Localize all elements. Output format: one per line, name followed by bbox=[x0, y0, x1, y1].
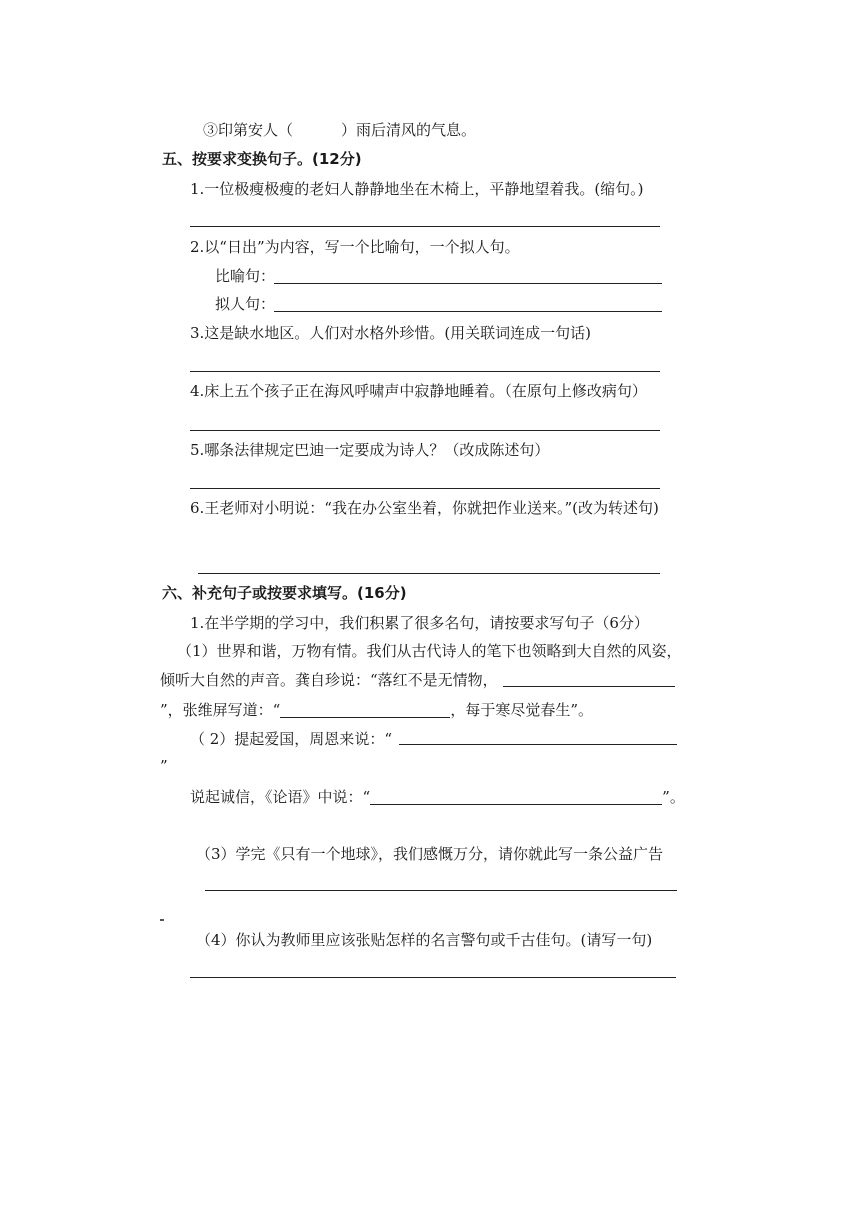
s6-p2-line1: （ 2）提起爱国，周恩来说：“ bbox=[190, 730, 392, 748]
s5-q4-answer-line[interactable] bbox=[190, 430, 660, 431]
section-6-heading: 六、补充句子或按要求填写。(16分) bbox=[162, 584, 407, 602]
s4-item3-line bbox=[203, 120, 476, 140]
s6-p2-line3-a: 说起诚信，《论语》中说：“ bbox=[190, 788, 371, 806]
s5-q2-personification-line[interactable] bbox=[274, 311, 662, 312]
s6-p2-blank-1[interactable] bbox=[399, 744, 677, 745]
s5-q5-answer-line[interactable] bbox=[190, 488, 660, 489]
s6-q1: 1.在半学期的学习中，我们积累了很多名句，请按要求写句子（6分） bbox=[190, 614, 649, 632]
s6-p1-line2: 倾听大自然的声音。龚自珍说：“落红不是无情物， bbox=[160, 671, 498, 689]
s5-q4: 4.床上五个孩子正在海风呼啸声中寂静地睡着。（在原句上修改病句） bbox=[190, 382, 647, 400]
s6-p4-answer-line[interactable] bbox=[190, 977, 676, 978]
s5-q5: 5.哪条法律规定巴迪一定要成为诗人？（改成陈述句） bbox=[190, 441, 550, 459]
s5-q2: 2.以“日出”为内容，写一个比喻句，一个拟人句。 bbox=[190, 238, 520, 256]
s6-p1-line3-a: ”，张维屏写道：“ bbox=[160, 701, 281, 719]
s5-q6-answer-line[interactable] bbox=[198, 573, 660, 574]
s6-p1-line3 bbox=[160, 700, 593, 720]
s6-p2-line3-b: ”。 bbox=[662, 788, 685, 806]
s6-p1-line1: （1）世界和谐，万物有情。我们从古代诗人的笔下也领略到大自然的风姿， bbox=[177, 642, 682, 660]
s5-q3: 3.这是缺水地区。人们对水格外珍惜。(用关联词连成一句话) bbox=[190, 324, 592, 342]
s6-p2-line3 bbox=[190, 787, 685, 807]
s5-q2-simile-line[interactable] bbox=[274, 283, 662, 284]
stray-mark bbox=[160, 919, 164, 921]
s5-q1-answer-line[interactable] bbox=[190, 226, 660, 227]
s5-q6: 6.王老师对小明说：“我在办公室坐着，你就把作业送来。”(改为转述句) bbox=[190, 499, 659, 517]
s6-p4: （4）你认为教师里应该张贴怎样的名言警句或千古佳句。(请写一句) bbox=[196, 931, 653, 949]
s6-p1-line3-b: ，每于寒尽觉春生”。 bbox=[450, 701, 594, 719]
s5-q1: 1.一位极瘦极瘦的老妇人静静地坐在木椅上，平静地望着我。(缩句。) bbox=[190, 180, 644, 198]
s5-q2-personification-label: 拟人句： bbox=[215, 295, 276, 313]
s6-p1-blank-1[interactable] bbox=[503, 686, 675, 687]
s6-p1-blank-2[interactable] bbox=[280, 703, 450, 718]
s6-p2-blank-2[interactable] bbox=[370, 790, 662, 805]
s6-p3: （3）学完《只有一个地球》，我们感慨万分，请你就此写一条公益广告 bbox=[196, 845, 664, 863]
s5-q3-answer-line[interactable] bbox=[190, 371, 660, 372]
s4-item3-text-a: ③印第安人（ bbox=[203, 121, 294, 139]
s4-item3-text-b: ）雨后清风的气息。 bbox=[341, 121, 477, 139]
s6-p3-answer-line[interactable] bbox=[205, 890, 677, 891]
s6-p2-line2: ” bbox=[160, 757, 168, 775]
section-5-heading: 五、按要求变换句子。(12分) bbox=[162, 150, 362, 168]
s5-q2-simile-label: 比喻句： bbox=[215, 267, 276, 285]
